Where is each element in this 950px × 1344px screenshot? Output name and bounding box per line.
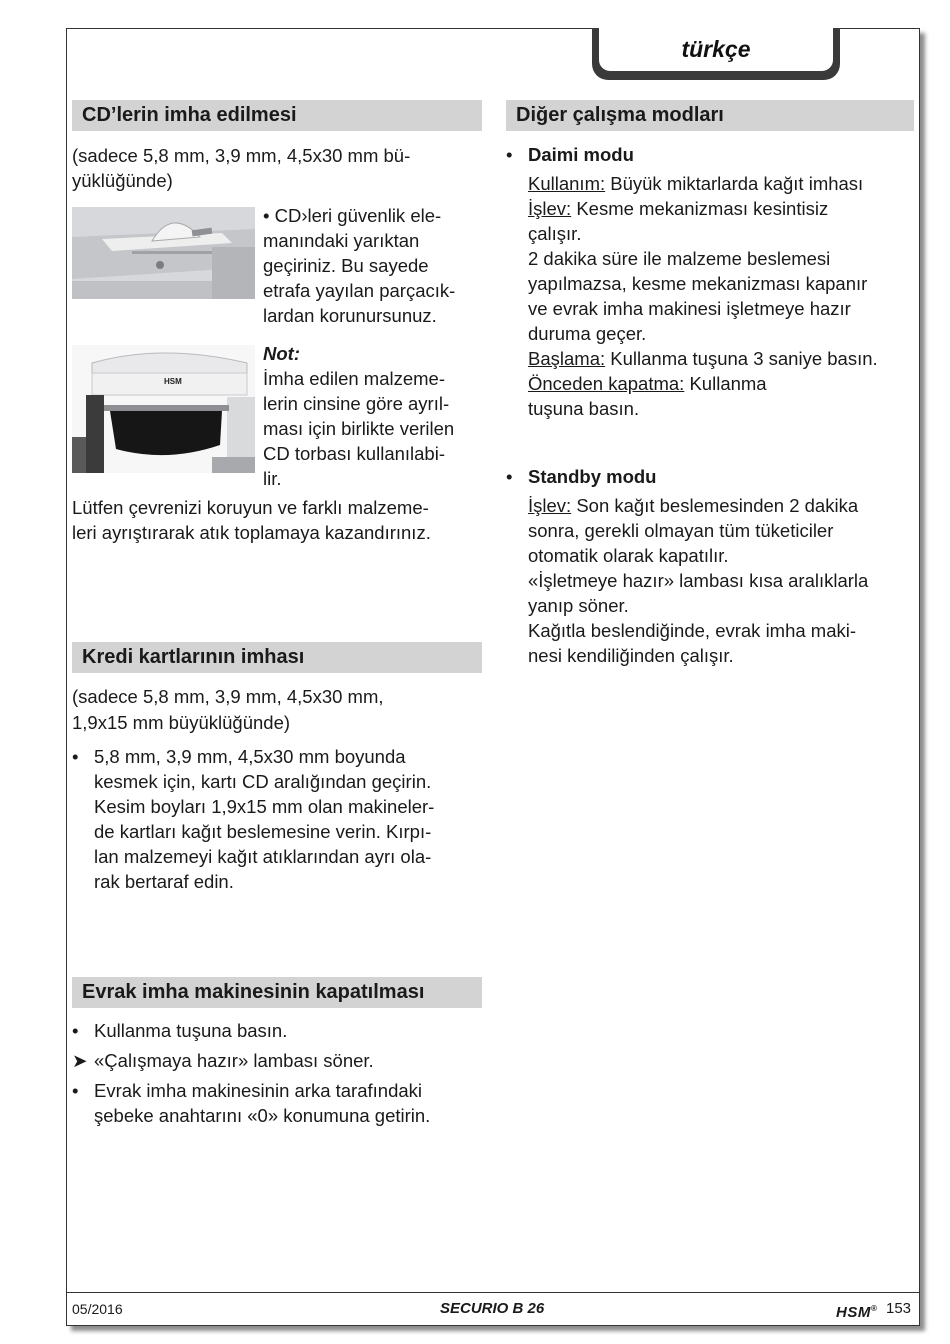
environment-line-2: leri ayrıştırarak atık toplamaya kazandırınız. — [72, 522, 431, 543]
cd-intro-line-1: (sadece 5,8 mm, 3,9 mm, 4,5x30 mm bü- — [72, 145, 411, 166]
language-tab — [592, 28, 840, 80]
card-bullet — [72, 744, 482, 894]
continuous-mode — [506, 142, 916, 432]
early-label: Önceden kapatma: — [528, 373, 685, 394]
usage-label: Kullanım: — [528, 173, 606, 194]
early-text: Kullanma — [684, 373, 767, 394]
cd-intro-line-2: yüklüğünde) — [72, 170, 173, 191]
function-text: Son kağıt beslemesinden 2 dakika — [571, 495, 859, 516]
cd-note-label: Not: — [263, 343, 300, 364]
standby-line-1: sonra, gerekli olmayan tüm tüketiciler — [528, 520, 834, 541]
function-label: İşlev: — [528, 495, 572, 516]
standby-line-2: otomatik olarak kapatılır. — [528, 545, 729, 566]
standby-function — [528, 493, 916, 518]
card-section-title: Kredi kartlarının imhası — [72, 642, 482, 673]
card-bullet-line-6: rak bertaraf edin. — [94, 871, 234, 892]
shutdown-section-title: Evrak imha makinesinin kapatılması — [72, 977, 482, 1008]
machine-brand-label: HSM — [164, 377, 182, 386]
card-bullet-line-2: kesmek için, kartı CD aralığından geçirin. — [94, 771, 432, 792]
footer-date: 05/2016 — [72, 1301, 123, 1317]
standby-mode — [506, 464, 916, 674]
footer-divider — [66, 1292, 920, 1293]
bullet-mark: • — [72, 746, 79, 767]
cd-slot-photo — [72, 207, 255, 299]
continuous-usage — [528, 171, 916, 196]
continuous-function — [528, 196, 916, 221]
arrow-icon: ➤ — [72, 1050, 88, 1071]
continuous-mode-heading: Daimi modu — [528, 144, 634, 165]
continuous-line-1: çalışır. — [528, 223, 582, 244]
cd-note-line-2: lerin cinsine göre ayrıl- — [263, 393, 450, 414]
bullet-mark: • — [72, 1020, 79, 1041]
shutdown-step-2 — [72, 1048, 482, 1073]
bullet-mark: • — [506, 466, 513, 487]
standby-line-5: Kağıtla beslendiğinde, evrak imha maki- — [528, 620, 857, 641]
shutdown-step-3-line-1: Evrak imha makinesinin arka tarafındaki — [94, 1080, 423, 1101]
start-label: Başlama: — [528, 348, 606, 369]
card-intro-line-2: 1,9x15 mm büyüklüğünde) — [72, 712, 291, 733]
cd-bullet-line-2: manındaki yarıktan — [263, 230, 420, 251]
bullet-mark: • — [72, 1080, 79, 1101]
cd-bullet-line-3: geçiriniz. Bu sayede — [263, 255, 429, 276]
shutdown-step-2-text: «Çalışmaya hazır» lambası söner. — [94, 1050, 374, 1071]
shutdown-step-3 — [72, 1078, 482, 1128]
card-bullet-line-4: de kartları kağıt beslemesine verin. Kırpı- — [94, 821, 432, 842]
page-number: 153 — [886, 1300, 912, 1317]
card-intro-line-1: (sadece 5,8 mm, 3,9 mm, 4,5x30 mm, — [72, 686, 384, 707]
footer-model: SECURIO B 26 — [440, 1300, 545, 1317]
continuous-early — [528, 371, 916, 396]
shutdown-step-3-line-2: şebeke anahtarını «0» konumuna getirin. — [94, 1105, 431, 1126]
shutdown-step-1-text: Kullanma tuşuna basın. — [94, 1020, 288, 1041]
function-text: Kesme mekanizması kesintisiz — [571, 198, 829, 219]
start-text: Kullanma tuşuna 3 saniye basın. — [605, 348, 878, 369]
usage-text: Büyük miktarlarda kağıt imhası — [605, 173, 864, 194]
cd-bag-illustration — [72, 345, 255, 473]
continuous-line-4: ve evrak imha makinesi işletmeye hazır — [528, 298, 851, 319]
cd-note-line-5: lir. — [263, 468, 282, 489]
environment-line-1: Lütfen çevrenizi koruyun ve farklı malzeme- — [72, 497, 429, 518]
cd-bullet-line-4: etrafa yayılan parçacık- — [263, 280, 456, 301]
cd-note-line-3: ması için birlikte verilen — [263, 418, 455, 439]
card-bullet-line-5: lan malzemeyi kağıt atıklarından ayrı ola- — [94, 846, 432, 867]
standby-line-4: yanıp söner. — [528, 595, 629, 616]
cd-note-line-4: CD torbası kullanılabi- — [263, 443, 445, 464]
continuous-line-3: yapılmazsa, kesme mekanizması kapanır — [528, 273, 868, 294]
footer-brand-logo — [836, 1300, 877, 1322]
registered-mark: ® — [870, 1304, 878, 1313]
cd-slot-illustration — [72, 207, 255, 299]
function-label: İşlev: — [528, 198, 572, 219]
cd-bullet-line-1: • CD›leri güvenlik ele- — [263, 205, 442, 226]
modes-section-title: Diğer çalışma modları — [506, 100, 914, 131]
shutdown-step-1 — [72, 1018, 482, 1043]
standby-line-6: nesi kendiliğinden çalışır. — [528, 645, 734, 666]
bullet-mark: • — [506, 144, 513, 165]
cd-section-title: CD’lerin imha edilmesi — [72, 100, 482, 131]
continuous-line-2: 2 dakika süre ile malzeme beslemesi — [528, 248, 831, 269]
standby-line-3: «İşletmeye hazır» lambası kısa aralıklarla — [528, 570, 869, 591]
continuous-start — [528, 346, 916, 371]
continuous-early-line-2: tuşuna basın. — [528, 398, 640, 419]
language-label: türkçe — [681, 36, 751, 62]
continuous-line-5: duruma geçer. — [528, 323, 647, 344]
card-bullet-line-3: Kesim boyları 1,9x15 mm olan makineler- — [94, 796, 435, 817]
brand-name: HSM — [836, 1304, 871, 1321]
cd-bag-photo — [72, 345, 255, 473]
standby-mode-heading: Standby modu — [528, 466, 657, 487]
card-bullet-line-1: 5,8 mm, 3,9 mm, 4,5x30 mm boyunda — [94, 746, 406, 767]
cd-note-line-1: İmha edilen malzeme- — [263, 368, 445, 389]
cd-bullet-line-5: lardan korunursunuz. — [263, 305, 437, 326]
